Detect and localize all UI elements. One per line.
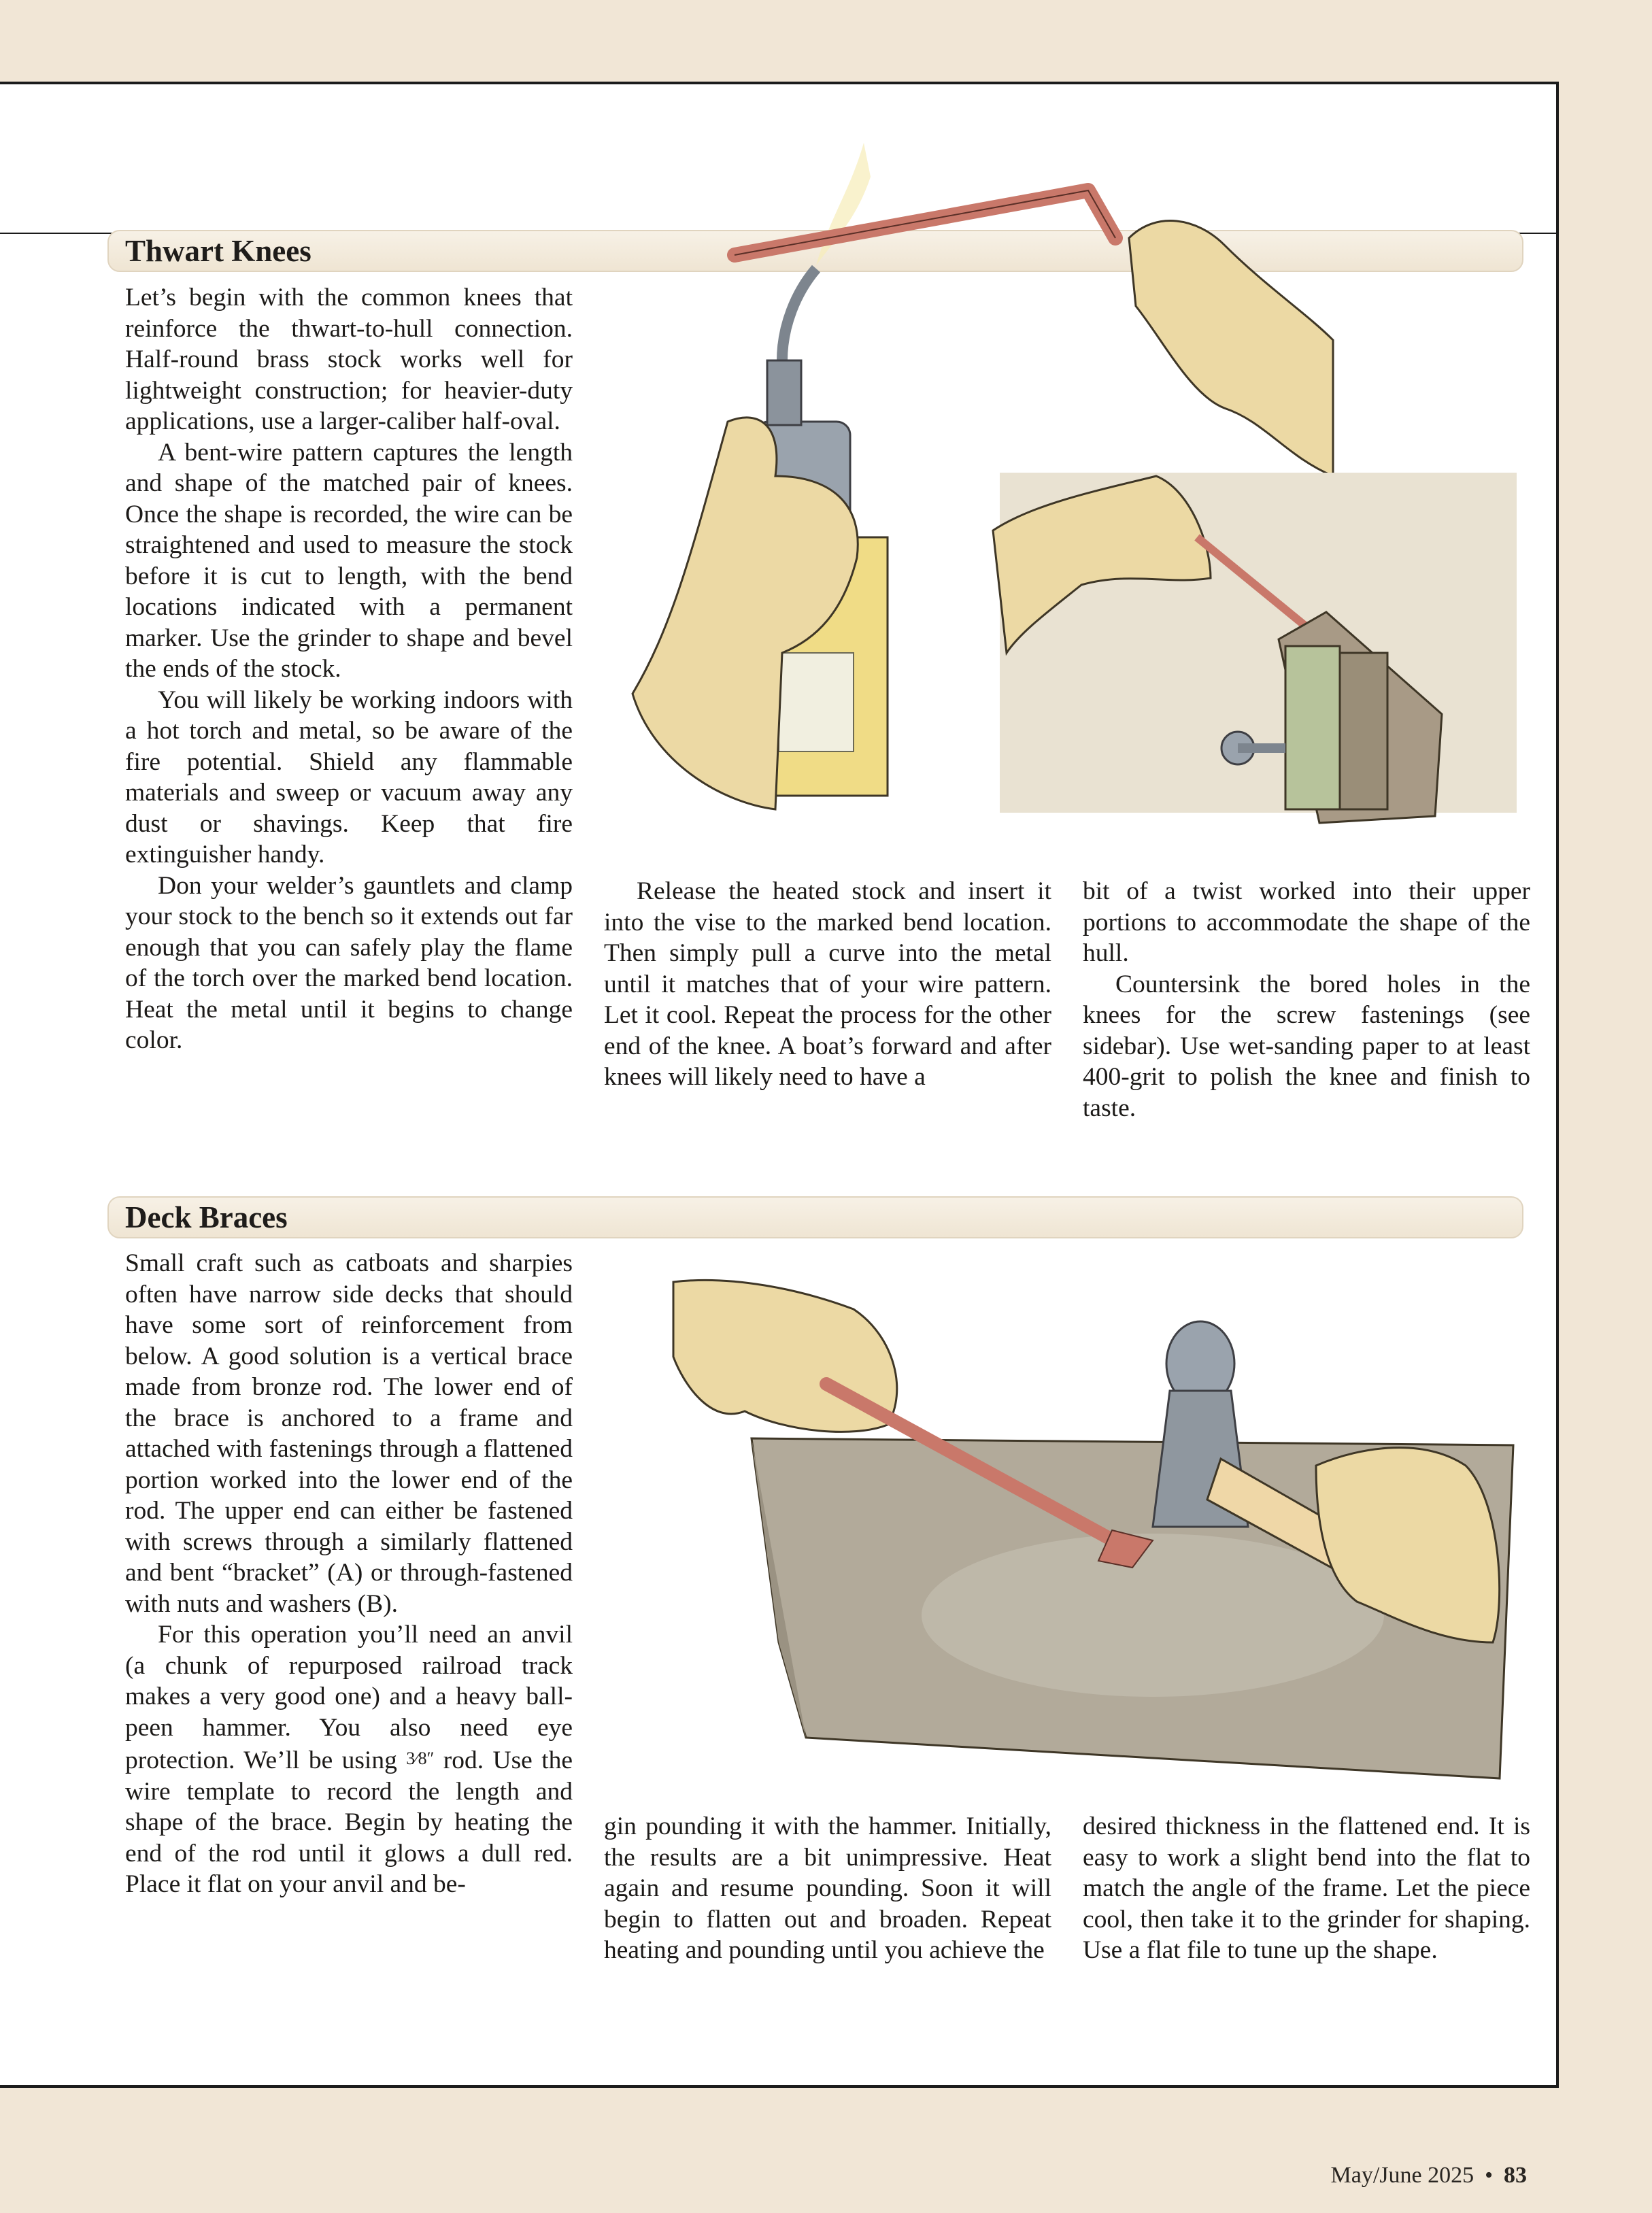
cylinder-label <box>779 653 854 751</box>
section-title-deck-braces: Deck Braces <box>125 1200 288 1234</box>
paragraph: Small craft such as catboats and sharpies often have narrow side decks that should have some sort of reinforcement from below. A good solution is a vertical brace made from bronze rod. The lower end of the brace is anchored to a frame and attached with fastenings through a flattened portion worked into the lower end of the rod. The upper end can either be fastened with screws through a similarly flattened and bent “bracket” (A) or through-fastened with nuts and washers (B). <box>125 1249 573 1618</box>
text-run: For this operation you’ll need an anvil (a chunk of repurposed railroad track makes a very good one) and a heavy ball-peen hammer. You also need eye protection. We’ll be using <box>125 1621 573 1774</box>
deck-column-1 <box>125 1248 573 1900</box>
torch-flame <box>816 143 871 265</box>
thwart-column-3 <box>1083 876 1530 1124</box>
paragraph: Don your welder’s gauntlets and clamp your stock to the bench so it extends out far enough that you can safely play the flame of the torch over the marked bend location. Heat the metal until it begins to change color. <box>125 871 573 1054</box>
issue-date: May/June 2025 <box>1330 2163 1474 2188</box>
paragraph: Let’s begin with the common knees that reinforce the thwart-to-hull connection. Half-round brass stock works well for lightweight construction; for heavier-duty applications, use a larger-caliber half-oval. <box>125 284 573 435</box>
page-number: 83 <box>1504 2163 1527 2188</box>
paragraph: desired thickness in the flattened end. It is easy to work a slight bend into the flat to match the angle of the frame. Let the piece cool, then take it to the grinder for shaping. Use a flat file to tune up the shape. <box>1083 1812 1530 1964</box>
deck-column-3 <box>1083 1811 1530 1966</box>
deck-column-2 <box>604 1811 1051 1966</box>
thwart-column-1 <box>125 282 573 1056</box>
glove-holding-rod <box>1129 221 1333 476</box>
paragraph: Release the heated stock and insert it into the vise to the marked bend location. Then simply pull a curve into the metal until it matches that of your wire pattern. Let it cool. Repeat the process for the other end of the knee. A boat’s forward and after knees will likely need to have a <box>604 877 1051 1091</box>
section-title-thwart-knees: Thwart Knees <box>125 234 311 268</box>
anvil-hammering-illustration <box>609 1262 1523 1799</box>
vise-jaw-rear <box>1340 653 1387 809</box>
section-bar-deck-braces <box>107 1196 1523 1238</box>
paragraph: gin pounding it with the hammer. Initially, the results are a bit unimpressive. Heat again and resume pounding. Soon it will begin to flatten out and broaden. Repeat heating and pounding until you achieve the <box>604 1812 1051 1964</box>
copper-rod <box>735 190 1115 255</box>
torch-valve <box>767 360 801 425</box>
text-run: rod. Use the wire template to record the length and shape of the brace. Begin by heating the end of the rod until it glows a dull red. Place it flat on your anvil and be- <box>125 1746 573 1898</box>
vise-jaw <box>1285 646 1340 809</box>
paragraph: bit of a twist worked into their upper portions to accommodate the shape of the hull. <box>1083 877 1530 967</box>
paragraph: You will likely be working indoors with a hot torch and metal, so be aware of the fire potential. Shield any flammable materials and sweep or vacuum away any dust or shavings. Keep that fire extinguisher handy. <box>125 686 573 868</box>
torch-heating-illustration <box>612 136 1523 830</box>
thwart-column-2 <box>604 876 1051 1093</box>
paragraph: Countersink the bored holes in the knees for the screw fastenings (see sidebar). Use wet-sanding paper to at least 400-grit to polish the knee and finish to taste. <box>1083 970 1530 1122</box>
page-folio <box>1331 2163 1528 2189</box>
fraction-three-eighths: 3⁄8″ <box>406 1749 435 1768</box>
paragraph <box>125 1619 573 1900</box>
paragraph: A bent-wire pattern captures the length and shape of the matched pair of knees. Once the shape is recorded, the wire can be straightened and used to measure the stock before it is cut to length, with the bend locations indicated with a permanent marker. Use the grinder to shape and bevel the ends of the stock. <box>125 438 573 683</box>
folio-bullet: • <box>1485 2163 1493 2188</box>
torch-nozzle <box>782 269 816 360</box>
